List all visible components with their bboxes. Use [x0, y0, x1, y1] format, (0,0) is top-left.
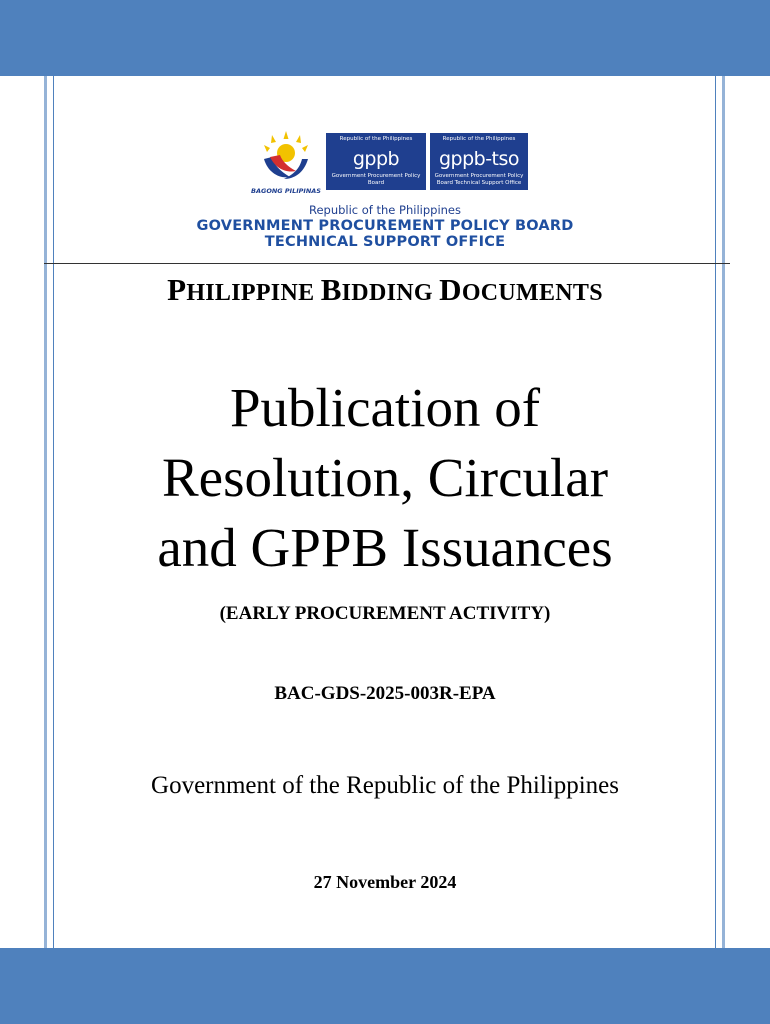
gppb-tso-logo-caption-top: Republic of the Philippines [442, 136, 516, 142]
bottom-color-band [0, 948, 770, 1024]
header-divider [44, 263, 730, 264]
title-line-3: and GPPB Issuances [157, 517, 613, 578]
gppb-tso-logo-caption-bottom: Government Procurement Policy Board Technical Support Office [434, 173, 524, 186]
header-office-name: TECHNICAL SUPPORT OFFICE [264, 234, 506, 250]
header-board-name: GOVERNMENT PROCUREMENT POLICY BOARD [196, 218, 574, 234]
title-line-2: Resolution, Circular [161, 447, 609, 508]
doc-type-initial-2: B [320, 272, 342, 307]
header-republic: Republic of the Philippines [308, 203, 462, 217]
gppb-tso-logo [430, 133, 528, 190]
gppb-tso-logo-mark: gppb-tso [438, 148, 520, 170]
document-title [60, 373, 710, 583]
doc-type-initial-1: P [167, 272, 187, 307]
document-subtitle: (EARLY PROCUREMENT ACTIVITY) [219, 603, 551, 624]
government-name: Government of the Republic of the Philippines [151, 772, 619, 799]
title-line-1: Publication of [229, 377, 541, 438]
doc-type-rest-1: HILIPPINE [186, 280, 321, 306]
doc-type-rest-3: OCUMENTS [461, 280, 603, 306]
header-logos [248, 127, 538, 197]
bagong-pilipinas-seal [248, 127, 324, 197]
gppb-logo-caption-top: Republic of the Philippines [339, 136, 413, 142]
document-type-heading [0, 272, 770, 308]
top-color-band [0, 0, 770, 76]
gppb-logo-caption-bottom: Government Procurement Policy Board [331, 173, 421, 186]
gppb-logo [326, 133, 426, 190]
gppb-logo-mark: gppb [352, 148, 400, 170]
seal-caption: BAGONG PILIPINAS [251, 187, 321, 195]
document-date: 27 November 2024 [313, 872, 457, 892]
doc-type-rest-2: IDDING [341, 280, 440, 306]
document-reference-number: BAC-GDS-2025-003R-EPA [274, 683, 496, 704]
doc-type-initial-3: D [439, 272, 462, 307]
